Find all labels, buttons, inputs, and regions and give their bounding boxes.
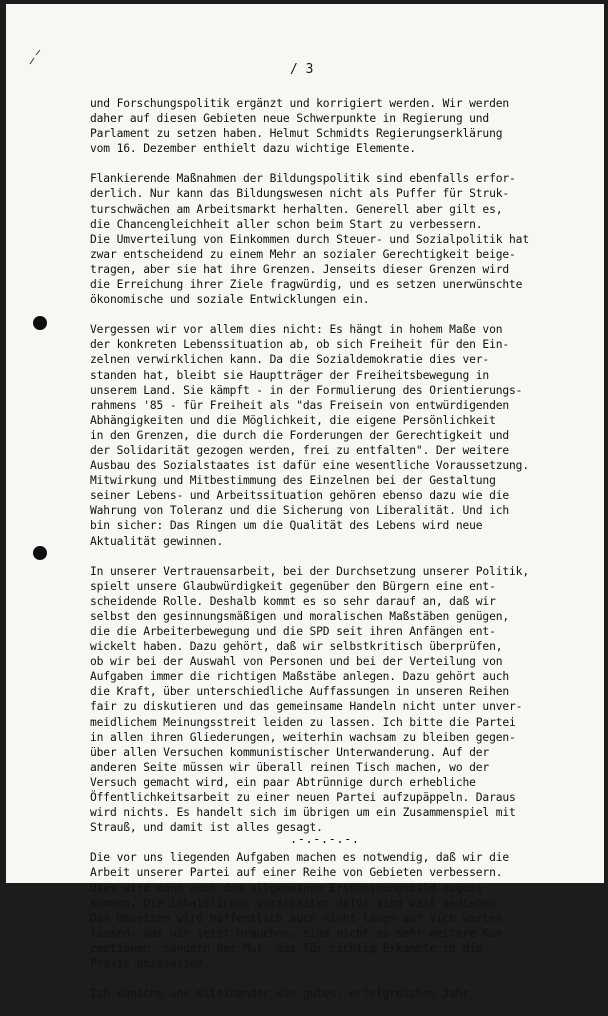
pen-mark	[28, 48, 42, 66]
text-line: die Erreichung ihrer Ziele fragwürdig, und es setzen unerwünschte	[90, 278, 523, 292]
text-line: Aufgaben immer die richtigen Maßstäbe anlegen. Dazu gehört auch	[90, 670, 510, 684]
text-line: In unserer Vertrauensarbeit, bei der Durchsetzung unserer Politik,	[90, 564, 529, 578]
text-line: unserem Land. Sie kämpft - in der Formulierung des Orientierungs-	[90, 383, 523, 397]
text-line: zeptionen, sondern der Mut, das für richtig Erkannte in die	[90, 941, 483, 955]
text-line: daher auf diesen Gebieten neue Schwerpunkte in Regierung und	[90, 112, 490, 126]
text-line: Arbeit unserer Partei auf einer Reihe von Gebieten verbessern.	[90, 866, 503, 880]
text-line: rahmens '85 - für Freiheit als "das Freisein von entwürdigenden	[90, 398, 510, 412]
text-line: Vergessen wir vor allem dies nicht: Es hängt in hohem Maße von	[90, 323, 503, 337]
text-line: standen hat, bleibt sie Hauptträger der Freiheitsbewegung in	[90, 368, 490, 382]
text-line: in den Grenzen, die durch die Forderungen der Gerechtigkeit und	[90, 428, 510, 442]
text-line: spielt unsere Glaubwürdigkeit gegenüber den Bürgern eine ent-	[90, 579, 496, 593]
text-line: Mitwirkung und Mitbestimmung des Einzelnen bei der Gestaltung	[90, 474, 496, 488]
text-line: bin sicher: Das Ringen um die Qualität des Lebens wird neue	[90, 519, 483, 533]
text-line: scheidende Rolle. Deshalb kommt es so sehr darauf an, daß wir	[90, 594, 496, 608]
text-line: zelnen verwirklichen kann. Da die Sozialdemokratie dies ver-	[90, 353, 490, 367]
text-line: Wahrung von Toleranz und die Sicherung von Liberalität. Und ich	[90, 504, 510, 518]
text-line: selbst den gesinnungsmäßigen und moralischen Maßstäben genügen,	[90, 609, 510, 623]
text-line: meidlichem Meinungsstreit leiden zu lassen. Ich bitte die Partei	[90, 715, 516, 729]
text-line: Die vor uns liegenden Aufgaben machen es notwendig, daß wir die	[90, 851, 510, 865]
paragraph	[90, 171, 560, 307]
end-mark: .-.-.-.-.	[290, 832, 360, 846]
text-line: der Solidarität gezogen werden, frei zu entfalten". Der weitere	[90, 443, 510, 457]
text-line: der konkreten Lebenssituation ab, ob sich Freiheit für den Ein-	[90, 338, 510, 352]
text-line: fair zu diskutieren und das gemeinsame Handeln nicht unter unver-	[90, 700, 523, 714]
text-line: in allen ihren Gliederungen, weiterhin wachsam zu bleiben gegen-	[90, 730, 516, 744]
page-number: / 3	[290, 62, 314, 77]
closing-line: Ich wünsche uns miteinander ein gutes, erfolgreiches Jahr.	[90, 987, 476, 1001]
text-line: Strauß, und damit ist alles gesagt.	[90, 821, 323, 835]
text-line: seiner Lebens- und Arbeitssituation gehören ebenso dazu wie die	[90, 489, 510, 503]
text-line: Die Umverteilung von Einkommen durch Steuer- und Sozialpolitik hat	[90, 232, 529, 246]
text-line: vom 16. Dezember enthielt dazu wichtige Elemente.	[90, 142, 416, 156]
text-line: Dies wird dann auch dem allgemeinen Erscheinungsbild zugute	[90, 881, 483, 895]
document-page	[6, 4, 604, 1001]
text-line: Aktualität gewinnen.	[90, 534, 224, 548]
text-line: anderen Seite müssen wir überall reinen Tisch machen, wo der	[90, 760, 490, 774]
text-line: die Kraft, über unterschiedliche Auffassungen in unseren Reihen	[90, 685, 510, 699]
paragraph	[90, 850, 560, 971]
text-line: wickelt haben. Dazu gehört, daß wir selbstkritisch überprüfen,	[90, 640, 503, 654]
text-line: die die Arbeiterbewegung und die SPD seit ihren Anfängen ent-	[90, 625, 496, 638]
text-line: derlich. Nur kann das Bildungswesen nicht als Puffer für Struk-	[90, 187, 510, 201]
text-line: tragen, aber sie hat ihre Grenzen. Jenseits dieser Grenzen wird	[90, 262, 510, 276]
text-line: Abhängigkeiten und die Möglichkeit, die eigene Persönlichkeit	[90, 413, 496, 427]
punch-hole	[33, 546, 47, 560]
text-line: Flankierende Maßnahmen der Bildungspolitik sind ebenfalls erfor-	[90, 172, 516, 186]
paragraph	[90, 564, 560, 836]
text-line: Parlament zu setzen haben. Helmut Schmidts Regierungserklärung	[90, 127, 503, 141]
text-line: und Forschungspolitik ergänzt und korrigiert werden. Wir werden	[90, 97, 510, 110]
text-line: über allen Versuchen kommunistischer Unterwanderung. Auf der	[90, 745, 490, 759]
text-line: ob wir bei der Auswahl von Personen und bei der Verteilung von	[90, 655, 503, 669]
text-line: ökonomische und soziale Entwicklungen ein.	[90, 293, 370, 307]
text-line: Versuch gemacht wird, ein paar Abtrünnige durch erhebliche	[90, 775, 476, 789]
text-line: die Chancengleichheit aller schon beim Start zu verbessern.	[90, 217, 483, 231]
text-line: Das Umsetzen wird hoffentlich auch nicht lange auf sich warten	[90, 911, 503, 925]
text-line: zwar entscheidend zu einem Mehr an sozialer Gerechtigkeit beige-	[90, 247, 516, 261]
text-line: kommen. Die inhaltlichen Vorarbeiten dafür sind weit gediehen.	[90, 896, 503, 910]
text-line: lassen. Was wir jetzt brauchen, sind nicht so sehr weitere Kon-	[90, 926, 510, 940]
punch-hole	[33, 316, 47, 330]
text-line: Öffentlichkeitsarbeit zu einer neuen Partei aufzupäppeln. Daraus	[90, 791, 516, 805]
text-line: Ausbau des Sozialstaates ist dafür eine wesentliche Voraussetzung.	[90, 459, 529, 473]
paragraph	[90, 96, 560, 156]
paragraph	[90, 322, 560, 548]
text-line: Praxis umzusetzen.	[90, 956, 210, 970]
text-line: turschwächen am Arbeitsmarkt herhalten. Generell aber gilt es,	[90, 202, 503, 216]
document-body	[90, 96, 560, 1016]
text-line: wird nichts. Es handelt sich im übrigen um ein Zusammenspiel mit	[90, 806, 516, 820]
